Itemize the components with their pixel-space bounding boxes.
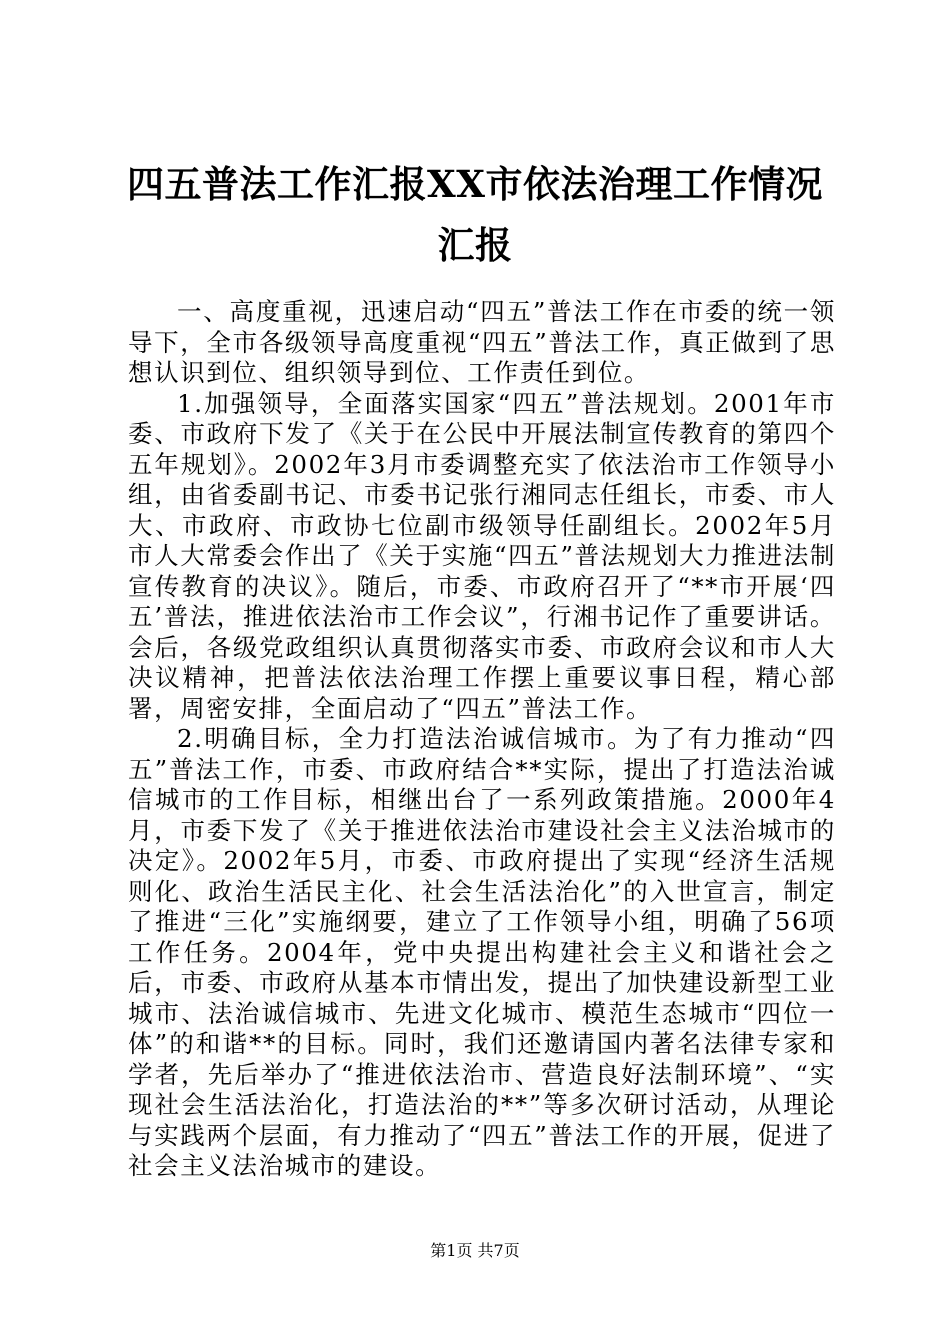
paragraph-3: 2.明确目标，全力打造法治诚信城市。为了有力推动“四五”普法工作，市委、市政府结合**实际，提出了打造法治诚信城市的工作目标，相继出台了一系列政策措施。2000年4月，市委下发了《关于推进依法治市建设社会主义法治城市的决定》。2002年5月，市委、市政府提出了实现“经济生活规则化、政治生活民主化、社会生活法治化”的入世宣言，制定了推进“三化”实施纲要，建立了工作领导小组，明确了56项工作任务。2004年，党中央提出构建社会主义和谐社会之后，市委、市政府从基本市情出发，提出了加快建设新型工业城市、法治诚信城市、先进文化城市、模范生态城市“四位一体”的和谐**的目标。同时，我们还邀请国内著名法律专家和学者，先后举办了“推进依法治市、营造良好法制环境”、“实现社会生活法治化，打造法治的**”等多次研讨活动，从理论与实践两个层面，有力推动了“四五”普法工作的开展，促进了社会主义法治城市的建设。 (128, 724, 836, 1180)
page-footer: 第1页 共7页 (430, 1241, 520, 1260)
document-title: 四五普法工作汇报XX市依法治理工作情况汇报 (127, 162, 823, 267)
document-body (128, 297, 836, 1182)
paragraph-2: 1.加强领导，全面落实国家“四五”普法规划。2001年市委、市政府下发了《关于在公民中开展法制宣传教育的第四个五年规划》。2002年3月市委调整充实了依法治市工作领导小组，由省委副书记、市委书记张行湘同志任组长，市委、市人大、市政府、市政协七位副市级领导任副组长。2002年5月市人大常委会作出了《关于实施“四五”普法规划大力推进法制宣传教育的决议》。随后，市委、市政府召开了“**市开展‘四五’普法，推进依法治市工作会议”，行湘书记作了重要讲话。会后，各级党政组织认真贯彻落实市委、市政府会议和市人大决议精神，把普法依法治理工作摆上重要议事日程，精心部署，周密安排，全面启动了“四五”普法工作。 (128, 388, 836, 723)
paragraph-1: 一、高度重视，迅速启动“四五”普法工作在市委的统一领导下，全市各级领导高度重视“四五”普法工作，真正做到了思想认识到位、组织领导到位、工作责任到位。 (128, 297, 836, 387)
